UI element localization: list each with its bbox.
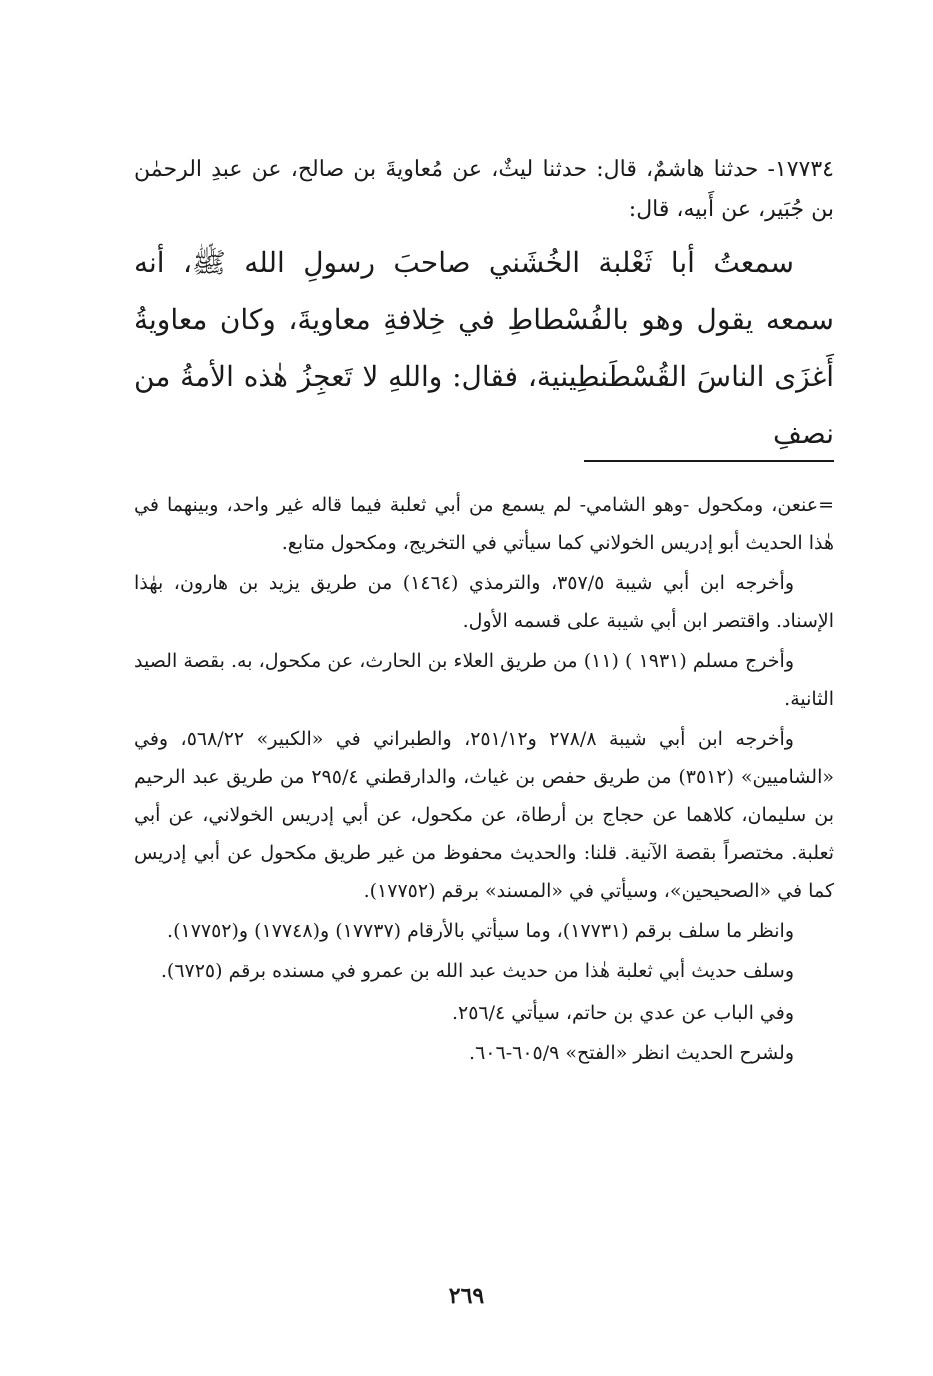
footnote-paragraph: وأخرجه ابن أبي شيبة ٢٧٨/٨ و٢٥١/١٢، والطبراني في «الكبير» ٥٦٨/٢٢، وفي «الشاميين» (٣٥١٢) من طريق حفص بن غياث، والدارقطني ٢٩٥/٤ من طريق عبد الرحيم بن سليمان، كلاهما عن حجاج بن أرطاة، عن مكحول، عن أبي إدريس الخولاني، عن أبي ثعلبة. مختصراً بقصة الآنية. قلنا: والحديث محفوظ من غير طريق مكحول عن أبي إدريس كما في «الصحيحين»، وسيأتي في «المسند» برقم (١٧٧٥٢). (134, 728, 834, 902)
hadith-isnad: ١٧٧٣٤- حدثنا هاشمٌ، قال: حدثنا ليثٌ، عن مُعاويةَ بن صالح، عن عبدِ الرحمٰن بن جُبَير، عن أَبيه، قال: (134, 157, 834, 222)
footnote-separator (584, 460, 834, 462)
hadith-text (134, 150, 834, 462)
footnote-paragraph: ولشرح الحديث انظر «الفتح» ٦٠٥/٩-٦٠٦. (469, 1042, 794, 1064)
footnote-paragraph: وفي الباب عن عدي بن حاتم، سيأتي ٢٥٦/٤. (451, 1002, 794, 1024)
footnote-paragraph: وأخرج مسلم (١٩٣١ ) (١١) من طريق العلاء بن الحارث، عن مكحول، به. بقصة الصيد الثانية. (134, 650, 834, 710)
footnote-paragraph: وانظر ما سلف برقم (١٧٧٣١)، وما سيأتي بالأرقام (١٧٧٣٧) و(١٧٧٤٨) و(١٧٧٥٢). (167, 920, 794, 942)
footnote-paragraph: وسلف حديث أبي ثعلبة هٰذا من حديث عبد الله بن عمرو في مسنده برقم (٦٧٢٥). (160, 960, 794, 982)
footnote-paragraph: =عنعن، ومكحول -وهو الشامي- لم يسمع من أبي ثعلبة فيما قاله غير واحد، وبينهما في هٰذا الحديث أبو إدريس الخولاني كما سيأتي في التخريج، ومكحول متابع. (134, 494, 834, 554)
footnotes (134, 486, 834, 1074)
hadith-matn: سمعتُ أبا ثَعْلبة الخُشَني صاحبَ رسولِ الله ﷺ، أنه سمعه يقول وهو بالفُسْطاطِ في خِلافةِ معاويةَ، وكان معاويةُ أَغزَى الناسَ القُسْطَنطِينية، فقال: واللهِ لا تَعجِزُ هٰذه الأمةُ من نصفِ (134, 246, 834, 450)
footnote-paragraph: وأخرجه ابن أبي شيبة ٣٥٧/٥، والترمذي (١٤٦٤) من طريق يزيد بن هارون، بهٰذا الإسناد. واقتصر ابن أبي شيبة على قسمه الأول. (134, 572, 834, 632)
page-number: ٢٦٩ (448, 1283, 485, 1309)
